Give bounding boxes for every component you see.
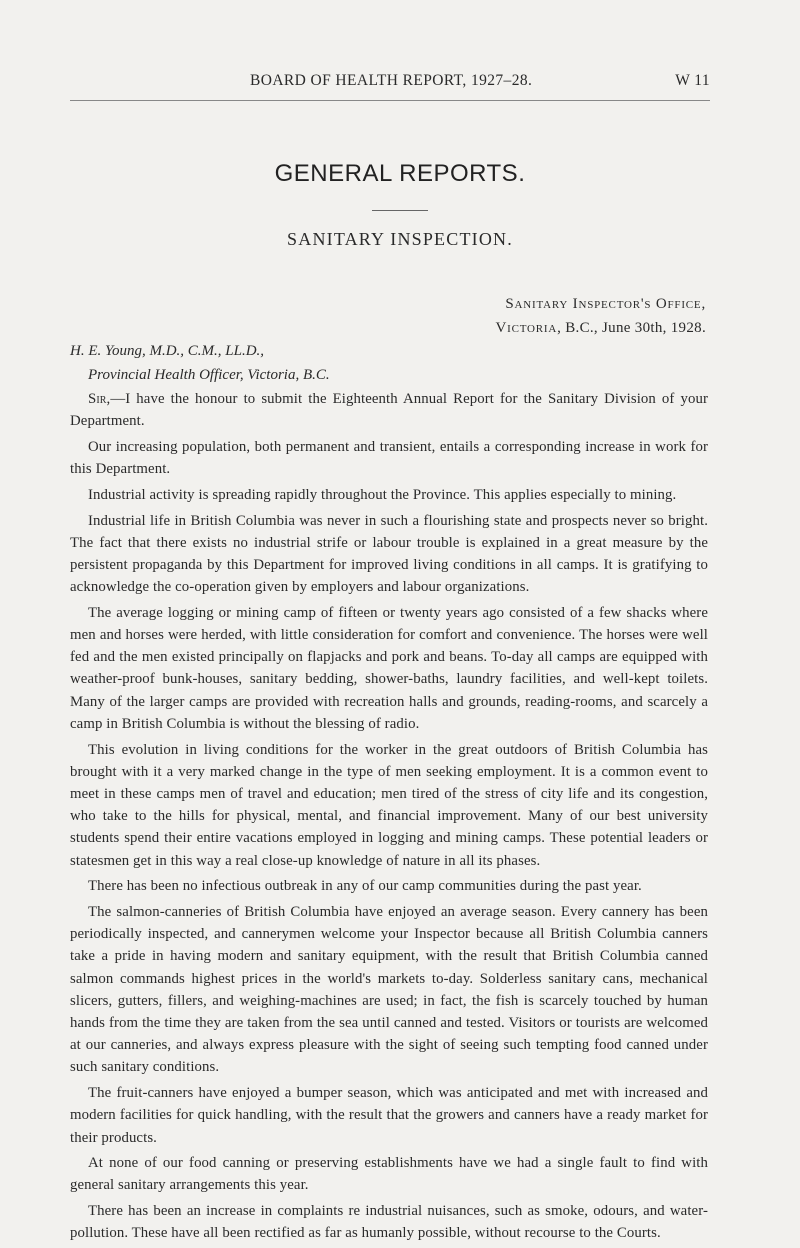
page-header — [70, 72, 710, 96]
section-title: SANITARY INSPECTION. — [287, 229, 513, 249]
office-city: Victoria — [495, 320, 558, 336]
paragraph: Sir,—I have the honour to submit the Eighteenth Annual Report for the Sanitary Division of your Department. — [70, 391, 708, 430]
paragraph: The average logging or mining camp of fifteen or twenty years ago consisted of a few shacks where men and horses were herded, with little consideration for comfort and convenience. The horses were well fed and the men existed principally on flapjacks and pork and beans. To-day all camps are equipped with weather-proof bunk-houses, sanitary bedding, shower-baths, laundry facilities, and well-kept toilets. Many of the larger camps are provided with recreation halls and grounds, reading-rooms, and scarcely a camp in British Columbia is without the blessing of radio. — [70, 604, 708, 732]
title-divider — [372, 210, 428, 211]
paragraph: Our increasing population, both permanent and transient, entails a corresponding increase in work for this Department. — [70, 438, 708, 478]
office-name: Sanitary Inspector's Office, — [505, 296, 706, 312]
salutation: Sir, — [88, 391, 111, 407]
office-date: , B.C., June 30th, 1928. — [557, 320, 706, 336]
paragraph: This evolution in living conditions for the worker in the great outdoors of British Columbia has brought with it a very marked change in the type of men seeking employment. It is a common event to meet in these camps men of travel and education; men tired of the stress of city life and its congestion, who take to the hills for physical, mental, and financial improvement. Many of our best university students spend their entire vacations employed in logging and mining camps. These potential leaders or statesmen get in this way a real close-up knowledge of nature in all its phases. — [70, 741, 708, 869]
header-rule — [70, 100, 710, 101]
paragraph: Industrial activity is spreading rapidly throughout the Province. This applies especially to mining. — [88, 486, 677, 503]
paragraph: Industrial life in British Columbia was never in such a flourishing state and prospects never so bright. The fact that there exists no industrial strife or labour trouble is explained in a great measure by the persistent propaganda by this Department for improved living conditions in all camps. It is gratifying to acknowledge the co-operation given by employers and labour organizations. — [70, 512, 708, 596]
paragraph: There has been an increase in complaints re industrial nuisances, such as smoke, odours, and water-pollution. These have all been rectified as far as humanly possible, without recourse to the Courts. — [70, 1203, 708, 1242]
paragraph: The salmon-canneries of British Columbia have enjoyed an average season. Every cannery has been periodically inspected, and cannerymen welcome your Inspector because all British Columbia canners take a pride in having modern and sanitary equipment, with the result that British Columbia canned salmon commands highest prices in the world's markets to-day. Solderless sanitary cans, mechanical slicers, gutters, fillers, and weighing-machines are used; in fact, the fish is scarcely touched by human hands from the time they are taken from the sea until canned and tested. Visitors or tourists are welcomed at our canneries, and always express pleasure with the sight of seeing such tempting food canned under such sanitary conditions. — [70, 903, 708, 1076]
paragraph: There has been no infectious outbreak in any of our camp communities during the past year. — [88, 878, 642, 895]
running-title: BOARD OF HEALTH REPORT, 1927–28. — [250, 72, 533, 89]
paragraph: The fruit-canners have enjoyed a bumper season, which was anticipated and met with increased and modern facilities for quick handling, with the result that the growers and canners have a ready market for their products. — [70, 1085, 708, 1146]
report-body — [70, 388, 708, 1248]
paragraph: At none of our food canning or preserving establishments have we had a single fault to find with general sanitary arrangements this year. — [70, 1155, 708, 1194]
addressee-title: Provincial Health Officer, Victoria, B.C. — [88, 367, 330, 383]
office-location-date — [60, 320, 706, 337]
page-number: W 11 — [675, 72, 710, 89]
addressee-name: H. E. Young, M.D., C.M., LL.D., — [70, 343, 265, 359]
page-title: GENERAL REPORTS. — [274, 160, 526, 187]
